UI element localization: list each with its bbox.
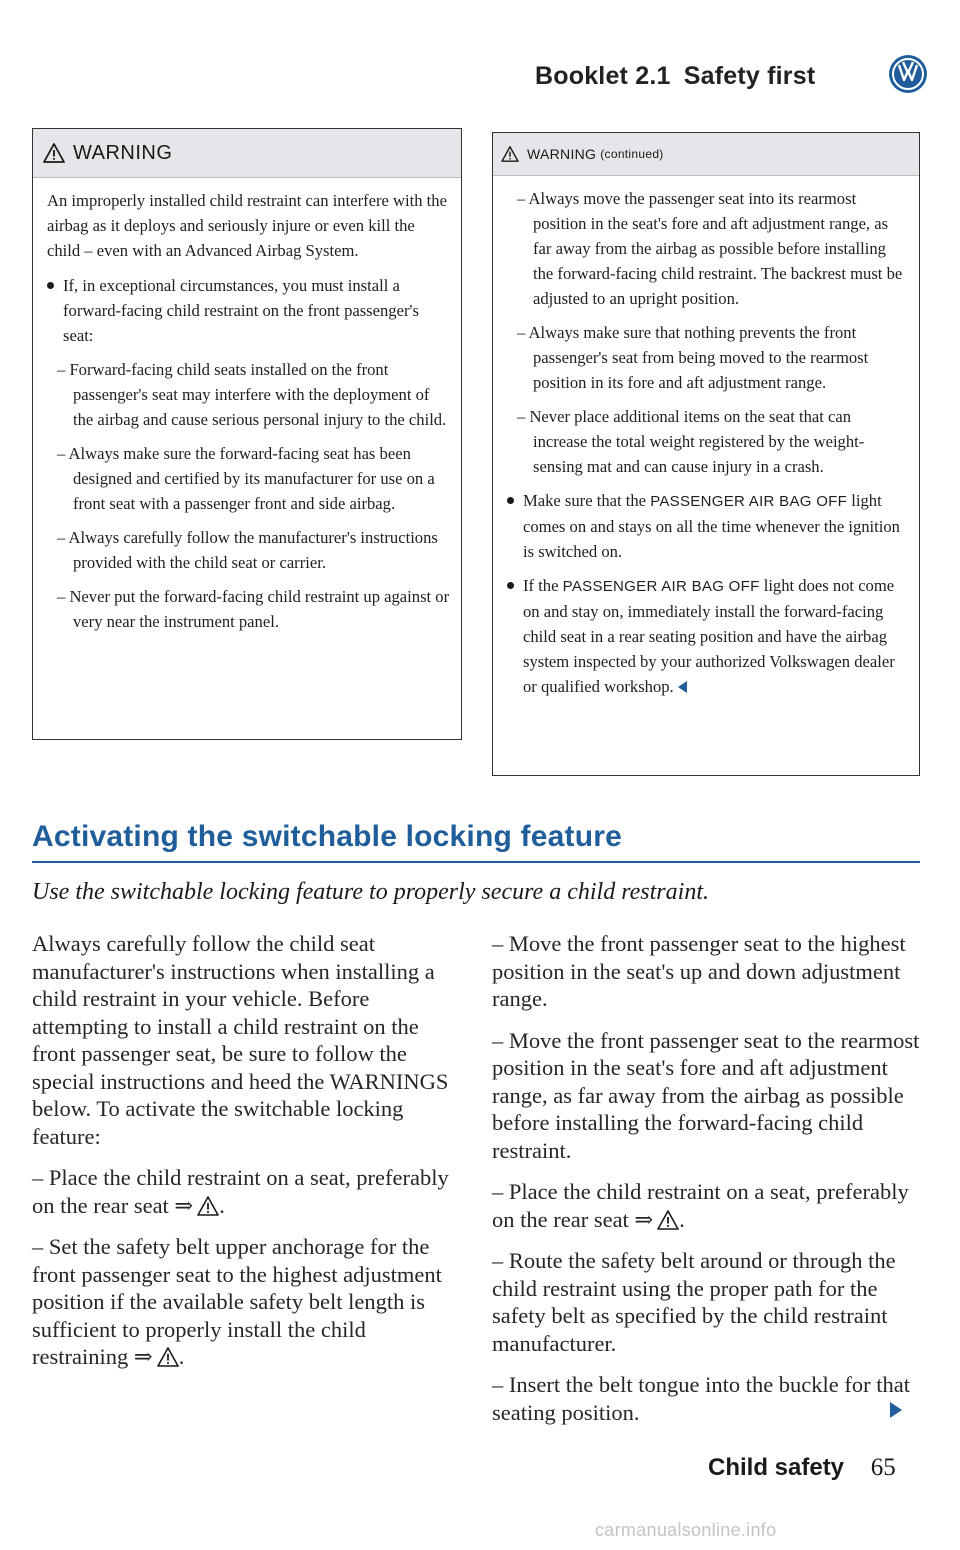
step-text: – Place the child restraint on a seat, preferably on the rear seat ⇒: [32, 1165, 449, 1218]
warning-item: – Never put the forward-facing child restraint up against or very near the instrument panel.: [57, 587, 450, 631]
warning-item: – Always make sure the forward-facing seat has been designed and certified by its manufacturer for use on a front seat with a passenger front and side airbag.: [57, 444, 435, 513]
warning-item: – Always carefully follow the manufacturer's instructions provided with the child seat or carrier.: [57, 528, 438, 572]
header-title: Safety first: [683, 62, 816, 90]
step-text: – Place the child restraint on a seat, preferably on the rear seat ⇒: [492, 1179, 909, 1232]
vw-logo-icon: [888, 54, 928, 94]
instruction-step: – Move the front passenger seat to the highest position in the seat's up and down adjustment range.: [492, 931, 906, 1011]
warning-box-right: [492, 132, 920, 776]
indicator-label: PASSENGER AIR BAG OFF: [650, 493, 848, 510]
warning-heading: WARNING: [527, 146, 597, 162]
warning-bullet: If, in exceptional circumstances, you must install a forward-facing child restraint on the front passenger's seat:: [47, 273, 451, 348]
page-header: [535, 58, 930, 94]
bullet-text: light does not come on and stay on, immediately install the forward-facing child seat in a rear seating position and have the airbag system inspected by your authorized Volkswagen dealer or qualified workshop.: [523, 576, 895, 696]
section-title: Activating the switchable locking feature: [32, 820, 622, 853]
instruction-step: – Place the child restraint on a seat, preferably on the rear seat ⇒ .: [32, 1165, 449, 1218]
warning-ref-icon[interactable]: [657, 1210, 679, 1230]
footer-chapter: Child safety: [708, 1454, 845, 1481]
left-column: [32, 930, 462, 1385]
warning-heading: WARNING: [73, 141, 173, 164]
warning-item: – Forward-facing child seats installed on the front passenger's seat may interfere with the deployment of the airbag and cause serious personal injury to the child.: [57, 360, 447, 429]
warning-header: [493, 133, 919, 176]
instruction-step: – Place the child restraint on a seat, preferably on the rear seat ⇒ .: [492, 1179, 909, 1232]
warning-item: – Always move the passenger seat into its rearmost position in the seat's fore and aft adjustment range, as far away from the airbag as possible before installing the forward-facing child restraint. The backrest must be adjusted to an upright position.: [517, 189, 903, 308]
instruction-step: – Route the safety belt around or through the child restraint using the proper path for the safety belt as specified by the child restraint manufacturer.: [492, 1248, 896, 1356]
warning-ref-icon[interactable]: [197, 1196, 219, 1216]
warning-body: [33, 178, 461, 651]
step-text: – Set the safety belt upper anchorage for the front passenger seat to the highest adjustment position if the available safety belt length is sufficient to properly install the child restraining ⇒: [32, 1234, 442, 1369]
warning-item: – Always make sure that nothing prevents the front passenger's seat from being moved to the rearmost position in its fore and aft adjustment range.: [517, 323, 869, 392]
warning-continued: (continued): [600, 147, 664, 161]
warning-intro: An improperly installed child restraint can interfere with the airbag as it deploys and seriously injure or even kill the child – even with an Advanced Airbag System.: [47, 191, 447, 260]
page-number: 65: [870, 1454, 896, 1481]
indicator-label: PASSENGER AIR BAG OFF: [562, 578, 760, 595]
right-column: [492, 930, 922, 1440]
intro-paragraph: Always carefully follow the child seat manufacturer's instructions when installing a child restraint in your vehicle. Before attempting to install a child restraint on the front passenger seat, be sure to follow the special instructions and heed the WARNINGS below. To activate the switchable locking feature:: [32, 931, 449, 1149]
warning-ref-icon[interactable]: [157, 1347, 179, 1367]
warning-bullet: [507, 488, 909, 564]
warning-triangle-icon: [501, 146, 519, 162]
warning-triangle-icon: [43, 143, 65, 163]
warning-bullet: [507, 573, 909, 699]
section-divider: [32, 861, 920, 863]
warning-header: [33, 129, 461, 178]
booklet-label: Booklet 2.1: [535, 62, 671, 90]
bullet-text: Make sure that the: [523, 491, 647, 510]
instruction-step: – Insert the belt tongue into the buckle for that seating position.: [492, 1372, 911, 1425]
bullet-text: If the: [523, 576, 559, 595]
warning-body: [493, 176, 919, 716]
bullet-text: light comes on and stays on all the time whenever the ignition is switched on.: [523, 491, 900, 561]
instruction-step: – Set the safety belt upper anchorage for the front passenger seat to the highest adjustment position if the available safety belt length is sufficient to properly install the child restraining ⇒ .: [32, 1234, 442, 1369]
instruction-step: – Move the front passenger seat to the rearmost position in the seat's fore and aft adjustment range, as far away from the airbag as possible before installing the forward-facing child restraint.: [492, 1027, 920, 1163]
continue-arrow-icon: [890, 1402, 902, 1418]
warning-box-left: [32, 128, 462, 740]
header-text: [535, 62, 815, 91]
end-marker-icon: [678, 681, 687, 693]
watermark: carmanualsonline.info: [595, 1520, 777, 1540]
warning-item: – Never place additional items on the seat that can increase the total weight registered by the weight-sensing mat and can cause injury in a crash.: [517, 407, 865, 476]
section-subtitle: Use the switchable locking feature to properly secure a child restraint.: [32, 879, 709, 905]
page-footer: [708, 1454, 896, 1482]
